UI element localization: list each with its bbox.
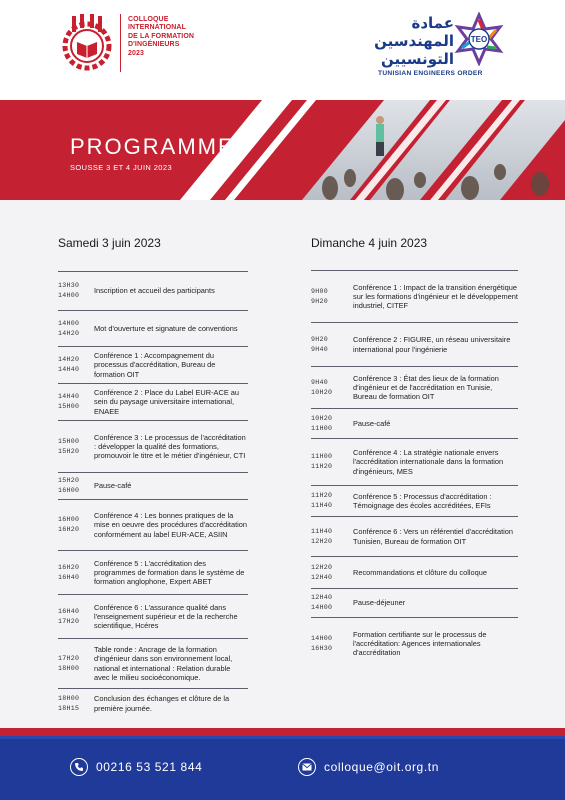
start-time: 16H40	[58, 607, 80, 615]
start-time: 15H00	[58, 437, 80, 445]
start-time: 12H20	[311, 563, 333, 571]
header	[0, 0, 565, 100]
time-range	[311, 634, 353, 654]
time-range	[311, 378, 353, 398]
schedule-row	[311, 438, 518, 485]
end-time: 18H00	[58, 664, 80, 672]
session-description: Conférence 6 : Vers un référentiel d'accréditation Tunisien, Bureau de formation OIT	[353, 527, 513, 546]
schedule-row	[58, 310, 248, 346]
time-range	[58, 654, 94, 674]
start-time: 15H20	[58, 477, 80, 484]
end-time: 11H00	[311, 424, 333, 432]
end-time: 9H40	[311, 345, 329, 353]
session-description: Conférence 2 : FIGURE, un réseau universitaire international pour l'ingénierie	[353, 335, 511, 354]
phone-number: 00216 53 521 844	[96, 760, 203, 774]
end-time: 12H20	[311, 537, 333, 545]
schedule-row	[311, 516, 518, 556]
session-description: Recommandations et clôture du colloque	[353, 567, 487, 577]
start-time: 11H20	[311, 492, 333, 499]
schedule-row	[58, 271, 248, 309]
time-range	[311, 335, 353, 355]
session-description: Conférence 1 : Impact de la transition énergétique sur les formations d'ingénieur et le développement industriel, CITEF	[353, 282, 518, 311]
time-range	[311, 414, 353, 434]
end-time: 18H15	[58, 704, 80, 712]
time-range	[311, 287, 353, 307]
contact-email[interactable]	[298, 758, 439, 776]
header-divider	[120, 14, 121, 72]
teo-english-name: TUNISIAN ENGINEERS ORDER	[378, 70, 483, 77]
end-time: 12H40	[311, 573, 333, 581]
schedule-row	[311, 322, 518, 366]
schedule-row	[58, 420, 248, 472]
time-range	[58, 476, 94, 496]
schedule-row	[58, 383, 248, 420]
session-description: Conférence 4 : Les bonnes pratiques de la mise en oeuvre des procédures d'accréditation conformément au label EUR-ACE, ASIIN	[94, 511, 248, 539]
start-time: 14H40	[58, 393, 80, 400]
session-description: Conférence 6 : L'assurance qualité dans l'enseignement supérieur et de la recherche scientifique, Hcéres	[94, 602, 238, 631]
time-range	[311, 593, 353, 613]
end-time: 16H20	[58, 526, 80, 533]
schedule-row	[311, 366, 518, 408]
session-description: Inscription et accueil des participants	[94, 285, 215, 295]
start-time: 17H20	[58, 654, 80, 662]
start-time: 14H20	[58, 356, 80, 363]
session-description: Pause-café	[353, 418, 391, 428]
email-address: colloque@oit.org.tn	[324, 760, 439, 774]
time-range	[58, 319, 94, 339]
end-time: 15H00	[58, 403, 80, 410]
schedule-row	[58, 638, 248, 688]
phone-icon	[70, 758, 88, 776]
schedule-row	[58, 472, 248, 499]
session-description: Formation certifiante sur le processus de l'accréditation: Agences internationales d'accréditation	[353, 629, 487, 658]
programme-title: PROGRAMME	[70, 134, 235, 159]
start-time: 11H00	[311, 453, 333, 460]
start-time: 10H20	[311, 414, 333, 422]
time-range	[58, 694, 94, 714]
session-description: Conférence 1 : Accompagnement du processus d'accréditation, Bureau de formation OIT	[94, 351, 216, 379]
schedule-row	[311, 270, 518, 322]
time-range	[311, 452, 353, 472]
end-time: 16H00	[58, 487, 80, 494]
start-time: 12H40	[311, 594, 333, 601]
schedule-row	[58, 550, 248, 594]
day1-column	[58, 236, 248, 713]
start-time: 14H00	[58, 319, 80, 327]
time-range	[311, 527, 353, 547]
time-range	[58, 281, 94, 301]
session-description: Conférence 2 : Place du Label EUR-ACE au sein du paysage universitaire international, ENAEE	[94, 388, 240, 416]
start-time: 9H40	[311, 378, 329, 386]
end-time: 16H30	[311, 644, 333, 652]
session-description: Conférence 3 : Le processus de l'accréditation : développer la qualité des formations, promouvoir le titre et le métier d'ingénieur, CTI	[94, 432, 246, 461]
session-description: Conférence 4 : La stratégie nationale envers l'accréditation internationale dans la formation d'ingénieurs, MES	[353, 448, 504, 476]
end-time: 14H40	[58, 366, 80, 373]
contact-phone[interactable]	[70, 758, 202, 776]
schedule-row	[311, 408, 518, 438]
time-range	[311, 563, 353, 583]
day2-title: Dimanche 4 juin 2023	[311, 236, 428, 250]
time-range	[58, 392, 94, 412]
colloque-title: COLLOQUE INTERNATIONAL DE LA FORMATION D'INGÉNIEURS 2023	[128, 16, 195, 57]
start-time: 9H00	[311, 287, 329, 295]
mail-icon	[298, 758, 316, 776]
start-time: 18H00	[58, 694, 80, 702]
start-time: 14H00	[311, 634, 333, 642]
session-description: Pause-café	[94, 481, 132, 491]
session-description: Pause-déjeuner	[353, 598, 406, 608]
session-description: Conférence 5 : L'accréditation des programmes de formation dans le système de formation anglophone, Expert ABET	[94, 558, 245, 587]
end-time: 15H20	[58, 447, 80, 455]
session-description: Mot d'ouverture et signature de conventions	[94, 323, 238, 333]
end-time: 16H40	[58, 573, 80, 581]
programme-subtitle: SOUSSE 3 ET 4 JUIN 2023	[70, 163, 173, 172]
session-description: Table ronde : Ancrage de la formation d'ingénieur dans son environnement local, national et international : Relation durable avec le milieu socioéconomique.	[94, 645, 233, 682]
teo-arabic-name: عمادة المهندسين التونسيين	[374, 14, 454, 68]
end-time: 11H40	[311, 502, 333, 509]
start-time: 9H20	[311, 335, 329, 343]
time-range	[311, 491, 353, 511]
end-time: 14H00	[58, 291, 80, 299]
end-time: 14H20	[58, 329, 80, 337]
end-time: 10H20	[311, 388, 333, 396]
time-range	[58, 515, 94, 535]
time-range	[58, 607, 94, 627]
end-time: 14H00	[311, 604, 333, 611]
teo-star-logo-icon	[452, 12, 506, 66]
session-description: Conclusion des échanges et clôture de la première journée.	[94, 694, 230, 713]
start-time: 11H40	[311, 527, 333, 535]
start-time: 16H20	[58, 563, 80, 571]
day2-column	[311, 236, 518, 658]
schedule-row	[58, 688, 248, 718]
schedule-row	[311, 556, 518, 588]
schedule-row	[58, 594, 248, 638]
start-time: 13H30	[58, 281, 80, 289]
teo-abbr: TEO	[470, 35, 488, 44]
time-range	[58, 563, 94, 583]
schedule-row	[311, 588, 518, 617]
end-time: 9H20	[311, 297, 329, 305]
session-description: Conférence 5 : Processus d'accréditation : Témoignage des écoles accréditées, EFIs	[353, 491, 492, 510]
start-time: 16H00	[58, 516, 80, 523]
gear-book-logo-icon	[58, 14, 116, 76]
day1-title: Samedi 3 juin 2023	[58, 236, 161, 250]
session-description: Conférence 3 : État des lieux de la formation d'ingénieur et de l'accréditation en Tunisie, Bureau de formation OIT	[353, 373, 499, 402]
schedule-row	[58, 499, 248, 550]
schedule-row	[58, 346, 248, 383]
schedule-row	[311, 617, 518, 669]
end-time: 11H20	[311, 463, 333, 470]
end-time: 17H20	[58, 617, 80, 625]
time-range	[58, 355, 94, 375]
time-range	[58, 437, 94, 457]
schedule-row	[311, 485, 518, 516]
